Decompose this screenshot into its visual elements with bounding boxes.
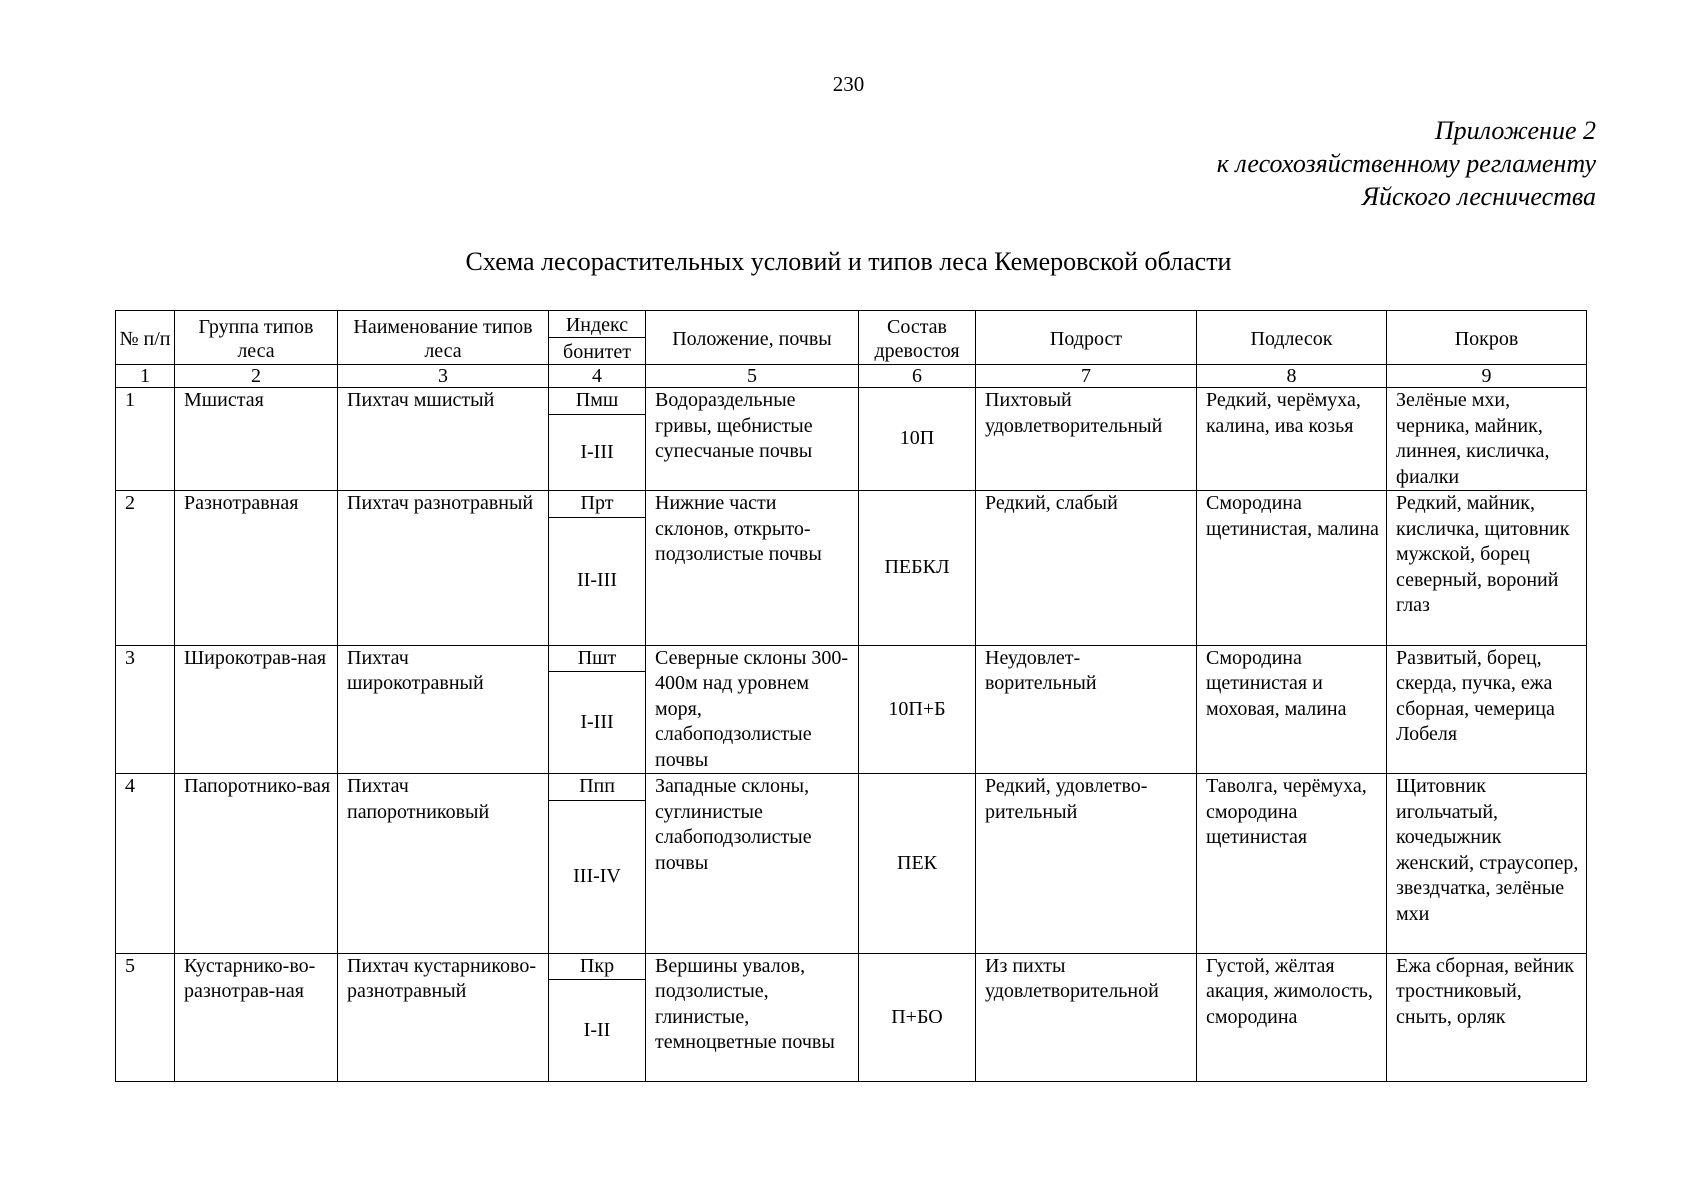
cell-group: Разнотравная — [175, 491, 338, 646]
cell-cover: Ежа сборная, вейник тростниковый, сныть, орляк — [1387, 953, 1587, 1082]
header-composition: Состав древостоя — [859, 311, 976, 365]
column-number: 8 — [1197, 365, 1387, 388]
cell-name: Пихтач мшистый — [338, 388, 549, 491]
cell-position: Вершины увалов, подзолистые, глинистые, темноцветные почвы — [646, 953, 859, 1082]
cell-group: Широкотрав-ная — [175, 645, 338, 774]
cell-undergrowth: Из пихты удовлетворительной — [976, 953, 1197, 1082]
cell-num: 3 — [116, 645, 175, 774]
header-bonitet: бонитет — [549, 338, 646, 365]
header-group: Группа типов леса — [175, 311, 338, 365]
table-row — [116, 491, 1587, 518]
cell-num: 4 — [116, 774, 175, 954]
cell-bonitet: I-II — [549, 980, 646, 1082]
header-position: Положение, почвы — [646, 311, 859, 365]
cell-position: Нижние части склонов, открыто-подзолистые почвы — [646, 491, 859, 646]
header-underbrush: Подлесок — [1197, 311, 1387, 365]
cell-group: Папоротнико-вая — [175, 774, 338, 954]
cell-cover: Щитовник игольчатый, кочедыжник женский, страусопер, звездчатка, зелёные мхи — [1387, 774, 1587, 954]
cell-underbrush: Редкий, черёмуха, калина, ива козья — [1197, 388, 1387, 491]
cell-group: Мшистая — [175, 388, 338, 491]
table-row — [116, 953, 1587, 980]
cell-underbrush: Густой, жёлтая акация, жимолость, смородина — [1197, 953, 1387, 1082]
column-number: 1 — [116, 365, 175, 388]
header-undergrowth: Подрост — [976, 311, 1197, 365]
cell-undergrowth: Неудовлет-ворительный — [976, 645, 1197, 774]
cell-position: Водораздельные гривы, щебнистые супесчаные почвы — [646, 388, 859, 491]
cell-index: Пшт — [549, 645, 646, 672]
table-row — [116, 774, 1587, 801]
cell-composition: ПЕК — [859, 774, 976, 954]
page-number: 230 — [832, 72, 865, 96]
cell-composition: 10П+Б — [859, 645, 976, 774]
column-number: 3 — [338, 365, 549, 388]
column-number: 2 — [175, 365, 338, 388]
cell-name: Пихтач широкотравный — [338, 645, 549, 774]
table-row — [116, 645, 1587, 672]
column-number: 9 — [1387, 365, 1587, 388]
cell-cover: Редкий, майник, кисличка, щитовник мужской, борец северный, вороний глаз — [1387, 491, 1587, 646]
column-number: 7 — [976, 365, 1197, 388]
cell-bonitet: II-III — [549, 517, 646, 645]
cell-name: Пихтач кустарниково-разнотравный — [338, 953, 549, 1082]
cell-bonitet: III-IV — [549, 800, 646, 953]
column-number: 6 — [859, 365, 976, 388]
cell-underbrush: Смородина щетинистая, малина — [1197, 491, 1387, 646]
appendix-line-1: Приложение 2 — [1434, 116, 1596, 145]
header-cover: Покров — [1387, 311, 1587, 365]
cell-index: Ппп — [549, 774, 646, 801]
cell-underbrush: Смородина щетинистая и моховая, малина — [1197, 645, 1387, 774]
cell-position: Северные склоны 300-400м над уровнем моря, слабоподзолистые почвы — [646, 645, 859, 774]
header-name: Наименование типов леса — [338, 311, 549, 365]
cell-composition: П+БО — [859, 953, 976, 1082]
appendix-note — [1217, 114, 1596, 213]
cell-num: 1 — [116, 388, 175, 491]
cell-cover: Зелёные мхи, черника, майник, линнея, кисличка, фиалки — [1387, 388, 1587, 491]
appendix-line-2: к лесохозяйственному регламенту — [1216, 149, 1596, 178]
cell-cover: Развитый, борец, скерда, пучка, ежа сборная, чемерица Лобеля — [1387, 645, 1587, 774]
cell-undergrowth: Редкий, слабый — [976, 491, 1197, 646]
column-numbers-row — [116, 365, 1587, 388]
header-row — [116, 311, 1587, 338]
column-number: 5 — [646, 365, 859, 388]
column-number: 4 — [549, 365, 646, 388]
cell-composition: ПЕБКЛ — [859, 491, 976, 646]
cell-group: Кустарнико-во-разнотрав-ная — [175, 953, 338, 1082]
header-index: Индекс — [549, 311, 646, 338]
cell-index: Пкр — [549, 953, 646, 980]
cell-undergrowth: Пихтовый удовлетворительный — [976, 388, 1197, 491]
table-row — [116, 388, 1587, 415]
cell-bonitet: I-III — [549, 414, 646, 490]
cell-name: Пихтач папоротниковый — [338, 774, 549, 954]
cell-bonitet: I-III — [549, 672, 646, 774]
cell-name: Пихтач разнотравный — [338, 491, 549, 646]
appendix-line-3: Яйского лесничества — [1361, 182, 1596, 211]
cell-underbrush: Таволга, черёмуха, смородина щетинистая — [1197, 774, 1387, 954]
cell-composition: 10П — [859, 388, 976, 491]
cell-position: Западные склоны, суглинистые слабоподзолистые почвы — [646, 774, 859, 954]
document-title: Схема лесорастительных условий и типов леса Кемеровской области — [465, 247, 1232, 276]
cell-num: 2 — [116, 491, 175, 646]
cell-index: Пмш — [549, 388, 646, 415]
cell-undergrowth: Редкий, удовлетво-рительный — [976, 774, 1197, 954]
cell-index: Прт — [549, 491, 646, 518]
header-num: № п/п — [116, 311, 175, 365]
forest-types-table — [115, 310, 1587, 1082]
cell-num: 5 — [116, 953, 175, 1082]
